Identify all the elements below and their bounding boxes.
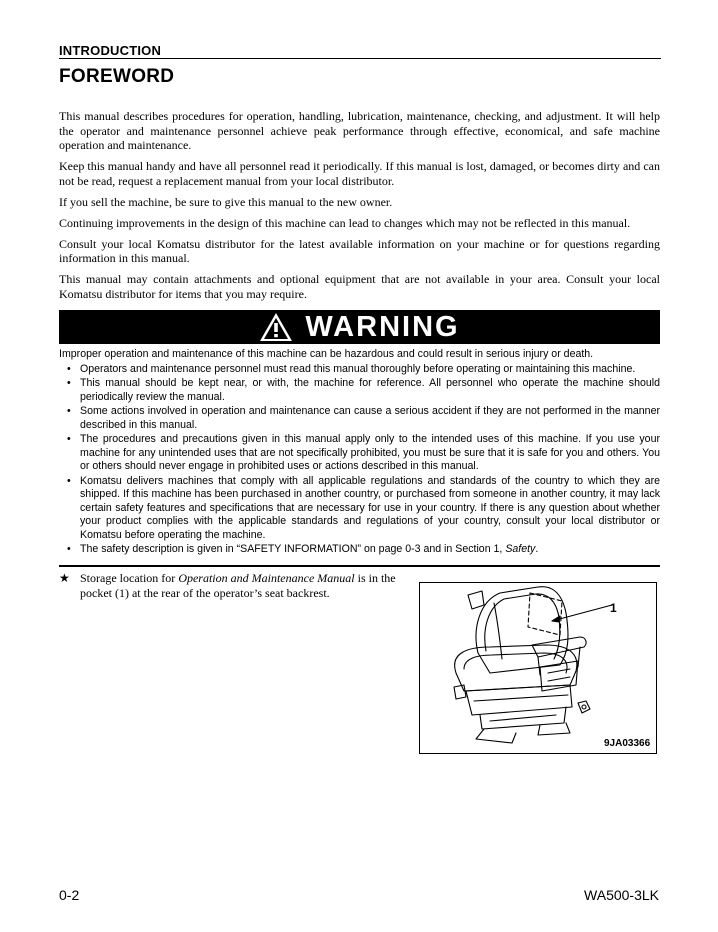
warning-list-item: • Some actions involved in operation and maintenance can cause a serious accident if they are not performed in the manner described in this manual.: [67, 405, 660, 432]
warning-content: [59, 348, 660, 558]
storage-note: [59, 571, 404, 600]
header-rule: [59, 58, 661, 59]
figure-code: 9JA03366: [604, 738, 651, 749]
foreword-paragraph: Keep this manual handy and have all personnel read it periodically. If this manual is lost, damaged, or becomes dirty and can not be read, request a replacement manual from your local distributor.: [59, 159, 660, 188]
page-title: FOREWORD: [59, 66, 175, 87]
section-label: INTRODUCTION: [59, 43, 162, 58]
foreword-paragraph: Consult your local Komatsu distributor for the latest available information on your machine or for questions regarding information in this manual.: [59, 236, 660, 265]
warning-last-punctuation: .: [535, 543, 539, 555]
warning-end-rule: [59, 565, 660, 567]
warning-intro: Improper operation and maintenance of this machine can be hazardous and could result in serious injury or death.: [59, 348, 594, 360]
storage-note-lead: Storage location for: [80, 571, 179, 585]
warning-list-item: • This manual should be kept near, or with, the machine for reference. All personnel who operate the machine should periodically review the manual.: [67, 377, 660, 404]
safety-section-reference: Safety: [505, 543, 536, 555]
foreword-paragraph: This manual may contain attachments and optional equipment that are not available in your area. Consult your local Komatsu distributor for items that you may require.: [59, 272, 660, 301]
storage-note-text: [80, 571, 404, 600]
foreword-paragraph: This manual describes procedures for operation, handling, lubrication, maintenance, checking, and adjustment. It will help the operator and maintenance personnel achieve peak performance through effective, economical, and safe machine operation and maintenance.: [59, 109, 660, 152]
foreword-body: [59, 109, 660, 308]
warning-list-item: • Komatsu delivers machines that comply with all applicable regulations and standards of the country to which they are shipped. If this machine has been purchased in another country, or purchased from someone in another country, it may lack certain safety features and specifications that are necessary for use in your country. If there is any question about whether your product complies with the applicable standards and regulations of your country, consult your local distributor or Komatsu before operating the machine.: [67, 475, 660, 543]
warning-triangle-icon: [259, 312, 293, 342]
manual-title: Operation and Maintenance Manual: [178, 571, 355, 585]
warning-last-text: The safety description is given in “SAFETY INFORMATION” on page 0-3 and in Section 1,: [80, 543, 506, 555]
foreword-paragraph: If you sell the machine, be sure to give this manual to the new owner.: [59, 194, 393, 209]
operator-seat-illustration: [420, 583, 656, 753]
seat-figure: [419, 582, 657, 754]
model-code: WA500-3LK: [584, 887, 659, 903]
warning-list-item: • Operators and maintenance personnel must read this manual thoroughly before operating or maintaining this machine.: [67, 363, 660, 377]
warning-list-item: [67, 543, 660, 557]
star-icon: ★: [59, 571, 70, 585]
callout-number: 1: [610, 601, 617, 615]
foreword-paragraph: Continuing improvements in the design of this machine can lead to changes which may not be reflected in this manual.: [59, 215, 631, 230]
warning-label: WARNING: [305, 310, 460, 343]
warning-list: [59, 363, 660, 557]
page-number: 0-2: [59, 887, 80, 903]
storage-note-rest: is in the pocket (1) at the rear of the operator’s seat backrest.: [80, 571, 396, 600]
warning-banner: [59, 310, 660, 344]
warning-list-item: • The procedures and precautions given in this manual apply only to the intended uses of this machine. If you use your machine for any unintended uses that are not specifically prohibited, you must be sure that it is safe for you and others. You or others should never engage in prohibited uses or actions described in this manual.: [67, 433, 660, 474]
